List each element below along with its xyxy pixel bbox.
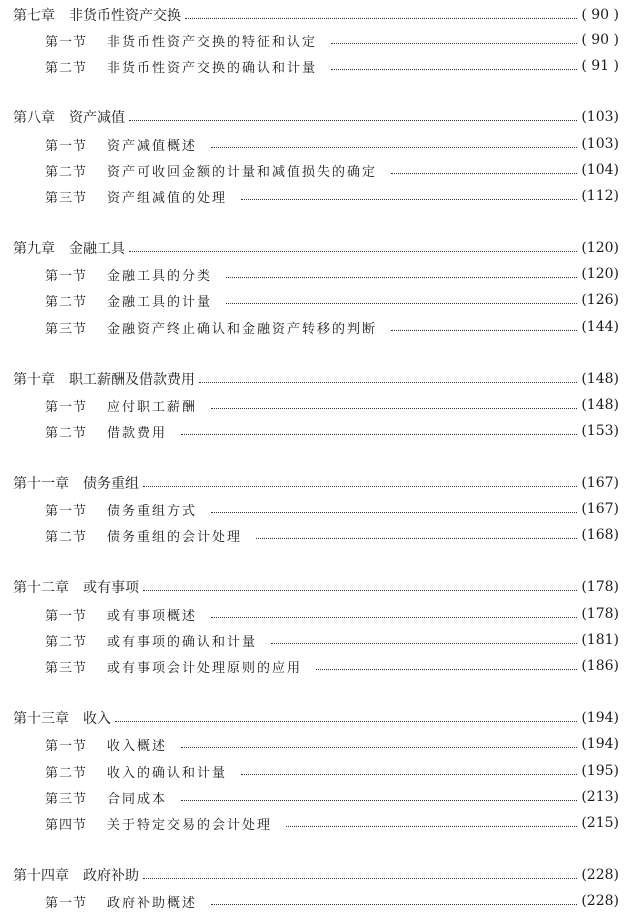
chapter-label: 第八章 bbox=[13, 110, 55, 126]
section-label: 第二节 bbox=[45, 634, 88, 650]
section-label: 第三节 bbox=[45, 791, 88, 807]
section-label: 第二节 bbox=[45, 164, 88, 180]
toc-section-entry[interactable] bbox=[45, 263, 619, 285]
section-label: 第四节 bbox=[45, 817, 88, 833]
page-number: ( 90 ) bbox=[581, 7, 619, 23]
section-title: 收入概述 bbox=[107, 738, 168, 754]
page-number: (195) bbox=[581, 763, 619, 779]
toc-section-entry[interactable] bbox=[45, 524, 619, 546]
dot-leader bbox=[143, 486, 577, 487]
page-number: (215) bbox=[581, 815, 619, 831]
section-label: 第二节 bbox=[45, 765, 88, 781]
toc-section-entry[interactable] bbox=[45, 394, 619, 416]
section-label: 第二节 bbox=[45, 529, 88, 545]
page-number: (178) bbox=[581, 579, 619, 595]
section-label: 第三节 bbox=[45, 321, 88, 337]
chapter-title: 资产减值 bbox=[69, 110, 125, 126]
page-number: (213) bbox=[581, 789, 619, 805]
toc-section-entry[interactable] bbox=[45, 289, 619, 311]
section-title: 应付职工薪酬 bbox=[107, 399, 198, 415]
toc-chapter-entry[interactable] bbox=[13, 707, 619, 729]
dot-leader bbox=[185, 18, 577, 19]
page-number: (228) bbox=[581, 893, 619, 909]
toc-section-entry[interactable] bbox=[45, 786, 619, 808]
dot-leader bbox=[129, 251, 577, 252]
chapter-title: 政府补助 bbox=[83, 868, 139, 884]
dot-leader bbox=[199, 382, 577, 383]
dot-leader bbox=[286, 826, 577, 827]
section-label: 第一节 bbox=[45, 268, 88, 284]
chapter-label: 第十一章 bbox=[13, 476, 69, 492]
section-title: 金融工具的计量 bbox=[107, 294, 213, 310]
toc-chapter-entry[interactable] bbox=[13, 106, 619, 128]
chapter-title: 金融工具 bbox=[69, 241, 125, 257]
dot-leader bbox=[391, 330, 577, 331]
chapter-label: 第十章 bbox=[13, 372, 55, 388]
dot-leader bbox=[271, 643, 577, 644]
section-label: 第一节 bbox=[45, 399, 88, 415]
section-title: 或有事项的确认和计量 bbox=[107, 634, 258, 650]
toc-section-entry[interactable] bbox=[45, 498, 619, 520]
section-label: 第一节 bbox=[45, 503, 88, 519]
section-title: 资产减值概述 bbox=[107, 138, 198, 154]
dot-leader bbox=[241, 199, 577, 200]
chapter-label: 第九章 bbox=[13, 241, 55, 257]
section-title: 资产可收回金额的计量和减值损失的确定 bbox=[107, 164, 378, 180]
dot-leader bbox=[211, 617, 577, 618]
section-title: 债务重组的会计处理 bbox=[107, 529, 243, 545]
section-title: 非货币性资产交换的特征和认定 bbox=[107, 34, 318, 50]
section-title: 金融资产终止确认和金融资产转移的判断 bbox=[107, 321, 378, 337]
section-title: 金融工具的分类 bbox=[107, 268, 213, 284]
section-label: 第三节 bbox=[45, 660, 88, 676]
page-number: (194) bbox=[581, 710, 619, 726]
toc-section-entry[interactable] bbox=[45, 55, 619, 77]
dot-leader bbox=[256, 538, 577, 539]
toc-section-entry[interactable] bbox=[45, 603, 619, 625]
toc-section-entry[interactable] bbox=[45, 185, 619, 207]
section-title: 借款费用 bbox=[107, 425, 168, 441]
dot-leader bbox=[181, 800, 577, 801]
dot-leader bbox=[181, 434, 577, 435]
page-number: (178) bbox=[581, 606, 619, 622]
toc-chapter-entry[interactable] bbox=[13, 368, 619, 390]
dot-leader bbox=[181, 747, 577, 748]
toc-section-entry[interactable] bbox=[45, 890, 619, 912]
page-number: (167) bbox=[581, 501, 619, 517]
page-number: (144) bbox=[581, 319, 619, 335]
section-title: 关于特定交易的会计处理 bbox=[107, 817, 273, 833]
section-label: 第一节 bbox=[45, 138, 88, 154]
dot-leader bbox=[226, 277, 577, 278]
toc-chapter-entry[interactable] bbox=[13, 576, 619, 598]
chapter-title: 非货币性资产交换 bbox=[69, 8, 181, 24]
dot-leader bbox=[143, 590, 577, 591]
chapter-title: 职工薪酬及借款费用 bbox=[69, 372, 195, 388]
chapter-title: 或有事项 bbox=[83, 580, 139, 596]
toc-section-entry[interactable] bbox=[45, 655, 619, 677]
toc-section-entry[interactable] bbox=[45, 629, 619, 651]
toc-section-entry[interactable] bbox=[45, 812, 619, 834]
page-number: (104) bbox=[581, 162, 619, 178]
dot-leader bbox=[211, 512, 577, 513]
section-title: 政府补助概述 bbox=[107, 895, 198, 911]
toc-section-entry[interactable] bbox=[45, 733, 619, 755]
section-title: 资产组减值的处理 bbox=[107, 190, 228, 206]
page-number: (126) bbox=[581, 292, 619, 308]
page-number: ( 91 ) bbox=[581, 58, 619, 74]
chapter-label: 第十二章 bbox=[13, 580, 69, 596]
page-number: (181) bbox=[581, 632, 619, 648]
section-label: 第一节 bbox=[45, 34, 88, 50]
toc-section-entry[interactable] bbox=[45, 159, 619, 181]
section-label: 第二节 bbox=[45, 294, 88, 310]
section-title: 或有事项概述 bbox=[107, 608, 198, 624]
toc-section-entry[interactable] bbox=[45, 760, 619, 782]
page-number: ( 90 ) bbox=[581, 32, 619, 48]
section-label: 第一节 bbox=[45, 608, 88, 624]
section-title: 或有事项会计处理原则的应用 bbox=[107, 660, 303, 676]
section-label: 第一节 bbox=[45, 895, 88, 911]
chapter-label: 第十四章 bbox=[13, 868, 69, 884]
page-number: (194) bbox=[581, 736, 619, 752]
section-title: 非货币性资产交换的确认和计量 bbox=[107, 60, 318, 76]
toc-section-entry[interactable] bbox=[45, 316, 619, 338]
toc-chapter-entry[interactable] bbox=[13, 864, 619, 886]
page-number: (103) bbox=[581, 136, 619, 152]
dot-leader bbox=[211, 904, 577, 905]
toc-chapter-entry[interactable] bbox=[13, 472, 619, 494]
section-label: 第二节 bbox=[45, 60, 88, 76]
toc-section-entry[interactable] bbox=[45, 133, 619, 155]
page-number: (120) bbox=[581, 266, 619, 282]
chapter-title: 债务重组 bbox=[83, 476, 139, 492]
section-label: 第三节 bbox=[45, 190, 88, 206]
section-label: 第二节 bbox=[45, 425, 88, 441]
dot-leader bbox=[115, 721, 577, 722]
section-title: 债务重组方式 bbox=[107, 503, 198, 519]
section-title: 收入的确认和计量 bbox=[107, 765, 228, 781]
dot-leader bbox=[211, 408, 577, 409]
chapter-title: 收入 bbox=[83, 711, 111, 727]
section-label: 第一节 bbox=[45, 738, 88, 754]
page-number: (186) bbox=[581, 658, 619, 674]
toc-section-entry[interactable] bbox=[45, 420, 619, 442]
page-number: (148) bbox=[581, 371, 619, 387]
chapter-label: 第十三章 bbox=[13, 711, 69, 727]
page-number: (153) bbox=[581, 423, 619, 439]
dot-leader bbox=[316, 669, 577, 670]
dot-leader bbox=[331, 43, 577, 44]
dot-leader bbox=[143, 878, 577, 879]
toc-section-entry[interactable] bbox=[45, 29, 619, 51]
dot-leader bbox=[241, 774, 577, 775]
dot-leader bbox=[391, 173, 577, 174]
page-number: (103) bbox=[581, 109, 619, 125]
page-number: (167) bbox=[581, 475, 619, 491]
section-title: 合同成本 bbox=[107, 791, 168, 807]
toc-chapter-entry[interactable] bbox=[13, 4, 619, 26]
dot-leader bbox=[226, 303, 577, 304]
page-number: (168) bbox=[581, 527, 619, 543]
chapter-label: 第七章 bbox=[13, 8, 55, 24]
page-number: (228) bbox=[581, 867, 619, 883]
dot-leader bbox=[331, 69, 577, 70]
dot-leader bbox=[211, 147, 577, 148]
page-number: (112) bbox=[581, 188, 619, 204]
toc-chapter-entry[interactable] bbox=[13, 237, 619, 259]
page-number: (120) bbox=[581, 240, 619, 256]
page-number: (148) bbox=[581, 397, 619, 413]
dot-leader bbox=[129, 120, 577, 121]
